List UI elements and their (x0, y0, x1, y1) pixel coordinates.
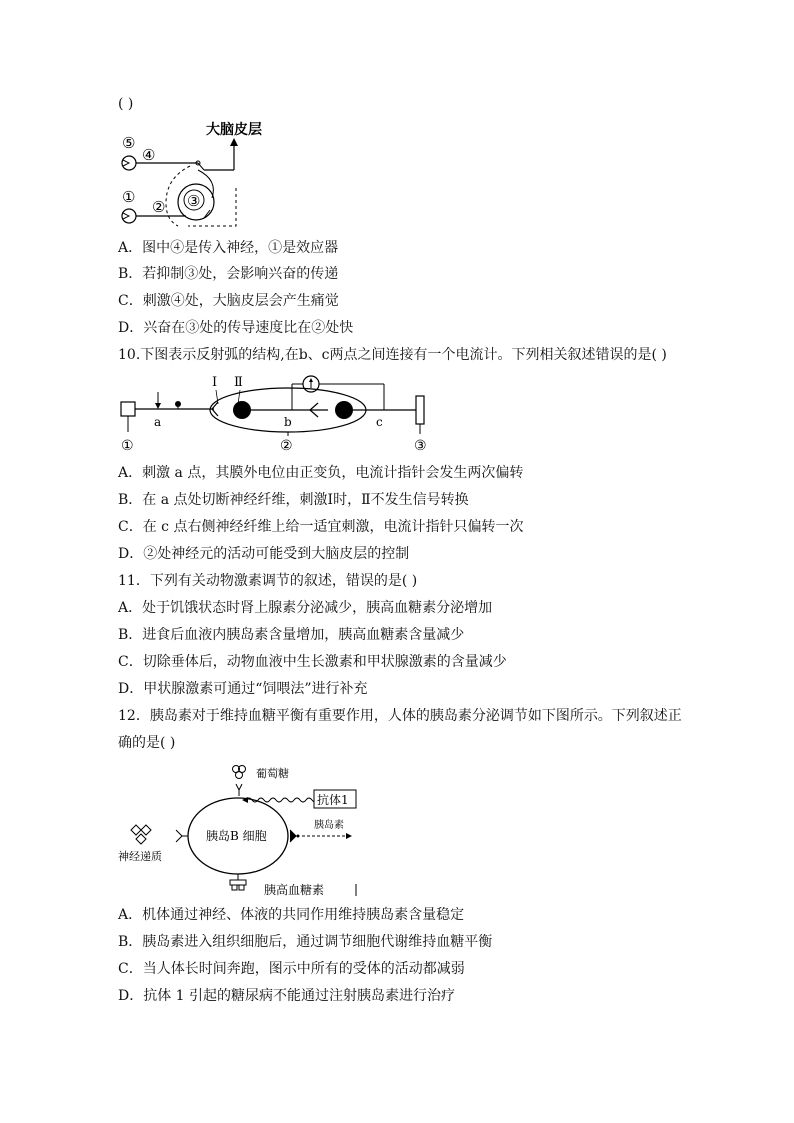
q11-option-a: A．处于饥饿状态时肾上腺素分泌减少，胰高血糖素分泌增加 (118, 600, 493, 616)
q10-num-1: ① (121, 438, 134, 454)
q12-insulin-regulation-figure (118, 760, 368, 900)
q10-label-II: Ⅱ (234, 375, 243, 390)
q12-label-glucagon: 胰高血糖素 (264, 883, 325, 897)
q9-option-a: A．图中④是传入神经，①是效应器 (118, 240, 339, 256)
q10-option-c: C．在 c 点右侧神经纤维上给一适宜刺激，电流计指针只偏转一次 (118, 519, 524, 535)
q11-option-d: D．甲状腺激素可通过“饲喂法”进行补充 (118, 681, 368, 697)
q11-option-c: C．切除垂体后，动物血液中生长激素和甲状腺激素的含量减少 (118, 654, 507, 670)
q12-label-insulin: 胰岛素 (314, 820, 344, 831)
q9-stem-tail: ( ) (118, 96, 134, 112)
q10-label-a: a (154, 415, 162, 429)
q11-stem: 11．下列有关动物激素调节的叙述，错误的是( ) (118, 573, 418, 589)
q10-label-c: c (376, 415, 383, 429)
q12-option-c: C．当人体长时间奔跑，图示中所有的受体的活动都减弱 (118, 961, 465, 977)
q9-label-cortex: 大脑皮层 (206, 122, 262, 138)
q9-reflex-arc-figure (118, 118, 288, 230)
q12-option-b: B．胰岛素进入组织细胞后，通过调节细胞代谢维持血糖平衡 (118, 934, 493, 950)
q10-label-b: b (284, 415, 292, 429)
q9-num-1: ① (122, 188, 136, 206)
q12-option-d: D．抗体 1 引起的糖尿病不能通过注射胰岛素进行治疗 (118, 988, 456, 1004)
q12-label-cell: 胰岛B 细胞 (206, 829, 267, 843)
q10-num-3: ③ (414, 438, 427, 454)
q9-option-b: B．若抑制③处，会影响兴奋的传递 (118, 266, 339, 282)
q10-label-I: Ⅰ (212, 375, 218, 390)
q10-reflex-arc-figure (118, 370, 438, 456)
q12-label-glucose: 葡萄糖 (256, 767, 289, 780)
q9-num-4: ④ (142, 146, 156, 164)
q9-option-c: C．刺激④处，大脑皮层会产生痛觉 (118, 293, 339, 309)
q10-stem: 10.下图表示反射弧的结构,在b、c两点之间连接有一个电流计。下列相关叙述错误的是( ) (118, 347, 667, 363)
q10-option-d: D．②处神经元的活动可能受到大脑皮层的控制 (118, 546, 410, 562)
q12-label-neurotransmitter: 神经递质 (118, 850, 162, 863)
q11-option-b: B．进食后血液内胰岛素含量增加，胰高血糖素含量减少 (118, 627, 465, 643)
q9-num-2: ② (152, 198, 166, 216)
q9-num-5: ⑤ (122, 134, 136, 152)
q9-option-d: D．兴奋在③处的传导速度比在②处快 (118, 320, 354, 336)
q12-option-a: A．机体通过神经、体液的共同作用维持胰岛素含量稳定 (118, 907, 465, 923)
q12-stem-line1: 12．胰岛素对于维持血糖平衡有重要作用，人体的胰岛素分泌调节如下图所示。下列叙述正 (118, 708, 682, 724)
q10-option-a: A．刺激 a 点，其膜外电位由正变负，电流计指针会发生两次偏转 (118, 465, 524, 481)
q10-option-b: B．在 a 点处切断神经纤维，刺激Ⅰ时，Ⅱ不发生信号转换 (118, 492, 469, 508)
q12-stem-line2: 确的是( ) (118, 735, 176, 751)
q9-num-3: ③ (187, 192, 201, 210)
q12-label-antibody: 抗体1 (317, 793, 349, 807)
q10-num-2: ② (280, 438, 293, 454)
